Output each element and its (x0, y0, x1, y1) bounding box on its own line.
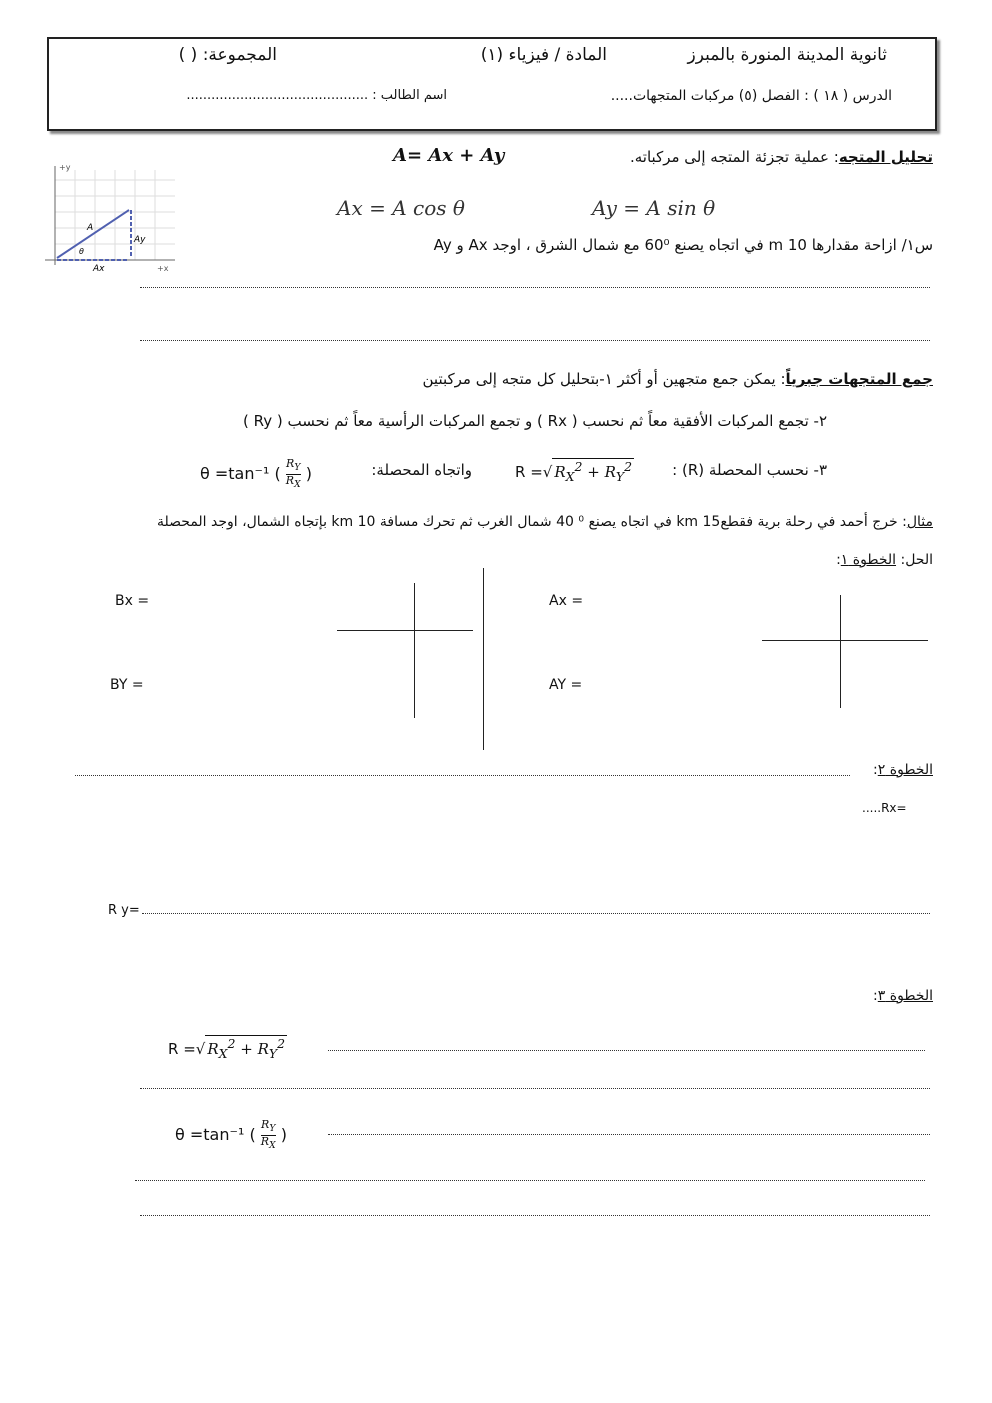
step2-heading: الخطوة ٢: (873, 762, 933, 778)
school-name: ثانوية المدينة المنورة بالمبرز (687, 45, 887, 65)
vector-a-arrow (57, 210, 129, 258)
r-formula-step3: R =√ $R_X^2 + R_Y^2$ (168, 1036, 286, 1061)
theta-formula-step3: θ =tan⁻¹ ( $\frac{R_Y}{R_X}$ ) (175, 1118, 287, 1152)
axis-vertical-a (840, 595, 841, 708)
rx-label: .....Rx= (862, 801, 907, 815)
r-formula-label: R = (515, 463, 543, 481)
step1-label: الخطوة ١ (840, 552, 897, 568)
section1-title: تحليل المتجه (838, 148, 933, 166)
axis-horizontal-a (762, 640, 928, 641)
theta-formula-label: θ =tan⁻¹ ( (200, 464, 281, 484)
theta-formula-step3-label: θ =tan⁻¹ ( (175, 1125, 256, 1145)
answer-line[interactable] (140, 1215, 930, 1216)
theta-formula: θ =tan⁻¹ ( $\frac{R_Y}{R_X}$ ) (200, 457, 312, 491)
example-label: مثال (906, 514, 933, 530)
vector-components-diagram (45, 160, 180, 275)
column-divider (483, 568, 484, 750)
solution-label: الحل: (900, 552, 933, 568)
r-formula: R =√ $R_X^2 + R_Y^2$ (515, 459, 633, 484)
by-label: BY = (110, 677, 144, 693)
axis-horizontal-b (337, 630, 473, 631)
answer-line[interactable] (140, 340, 930, 341)
formula-sum: A= Ax + Ay (393, 145, 505, 166)
svg-text:+x: +x (157, 264, 169, 273)
step3-label-example: الخطوة ٣ (877, 988, 933, 1004)
bx-label: Bx = (115, 593, 150, 609)
answer-line[interactable] (328, 1050, 925, 1051)
axis-vertical-b (414, 583, 415, 718)
ry-label: R y= (108, 903, 140, 918)
step3-heading: الخطوة ٣: (873, 988, 933, 1004)
lesson-title: الدرس ( ١٨ ) : الفصل (٥) مركبات المتجهات..... (610, 88, 892, 104)
step2-label: الخطوة ٢ (877, 762, 933, 778)
ax-label: Ax = (549, 593, 584, 609)
subject: المادة / فيزياء (١) (480, 45, 607, 65)
example-text (157, 514, 933, 530)
answer-line[interactable] (328, 1134, 930, 1135)
section2-heading (423, 370, 934, 388)
direction-label: واتجاه المحصلة: (371, 461, 472, 479)
section1-definition: : عملية تجزئة المتجه إلى مركباته. (629, 148, 839, 166)
step2-text: ٢- تجمع المركبات الأفقية معاً ثم نحسب ( Rx ) و تجمع المركبات الرأسية معاً ثم نحسب ( Ry ) (243, 412, 827, 430)
formula-ay: Ay = A sin θ (592, 196, 716, 220)
svg-text:A: A (87, 223, 94, 233)
answer-line[interactable] (75, 775, 850, 776)
section2-intro: : يمكن جمع متجهين أو أكثر ١-بتحليل كل متجه إلى مركبتين (422, 370, 786, 388)
student-name-field[interactable]: اسم الطالب : ............................................ (186, 88, 447, 103)
svg-text:Ay: Ay (134, 235, 146, 245)
svg-text:+y: +y (59, 163, 71, 172)
svg-text:θ: θ (79, 247, 84, 256)
answer-line[interactable] (140, 287, 930, 288)
section1-heading (630, 148, 933, 166)
example-body: : خرج أحمد في رحلة برية فقطع15 km في اتجاه يصنع ⁰ 40 شمال الغرب ثم تحرك مسافة 10 km بإتجاه الشمال، اوجد المحصلة (157, 514, 907, 530)
answer-line[interactable] (135, 1180, 925, 1181)
solution-step1: الحل: الخطوة ١: (836, 552, 933, 568)
svg-text:Ax: Ax (93, 264, 105, 274)
r-formula-step3-label: R = (168, 1040, 196, 1058)
answer-line[interactable] (140, 1088, 930, 1089)
formula-ax: Ax = A cos θ (337, 196, 465, 220)
question-1: س١/ ازاحة مقدارها 10 m في اتجاه يصنع 60⁰ مع شمال الشرق ، اوجد Ax و Ay (433, 236, 933, 254)
step3-label: ٣- نحسب المحصلة (R) : (672, 461, 827, 479)
answer-line[interactable] (142, 913, 930, 914)
section2-title: جمع المتجهات جبرياً (785, 370, 933, 388)
ay-label: AY = (549, 677, 583, 693)
group-field[interactable]: المجموعة: ( ) (178, 45, 277, 65)
